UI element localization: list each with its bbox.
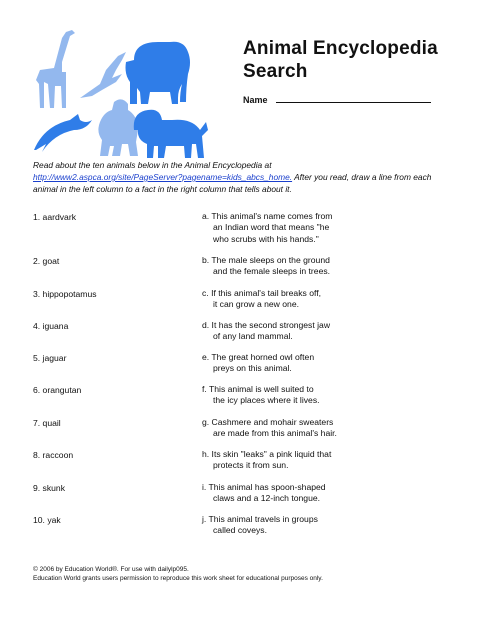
fact-line: e. The great horned owl often	[202, 352, 315, 362]
fact-line: g. Cashmere and mohair sweaters	[202, 417, 334, 427]
fact-line: and the female sleeps in trees.	[213, 266, 331, 277]
fact-line: h. Its skin "leaks" a pink liquid that	[202, 449, 332, 459]
fact-item	[202, 417, 372, 440]
fact-line: c. If this animal's tail breaks off,	[202, 288, 321, 298]
encyclopedia-link[interactable]: http://www2.aspca.org/site/PageServer?pagename=kids_abcs_home.	[33, 172, 293, 182]
fact-line: protects it from sun.	[213, 460, 289, 471]
name-field[interactable]	[243, 93, 431, 105]
title-line-2: Search	[243, 61, 308, 82]
name-line[interactable]	[276, 93, 431, 103]
animal-item: 3. hippopotamus	[33, 289, 97, 299]
lion-icon	[134, 110, 208, 158]
fact-item	[202, 449, 372, 472]
animal-item: 5. jaguar	[33, 353, 67, 363]
animal-item: 9. skunk	[33, 483, 66, 493]
fact-line: it can grow a new one.	[213, 299, 299, 310]
animal-item: 4. iguana	[33, 321, 69, 331]
animal-item: 1. aardvark	[33, 212, 76, 222]
animal-item: 6. orangutan	[33, 385, 82, 395]
fact-line: d. It has the second strongest jaw	[202, 320, 331, 330]
fact-line: are made from this animal's hair.	[213, 428, 337, 439]
animal-item: 8. raccoon	[33, 450, 74, 460]
fact-item	[202, 320, 372, 343]
title-line-1: Animal Encyclopedia	[243, 38, 438, 59]
intro-text-before: Read about the ten animals below in the Animal Encyclopedia at	[33, 160, 272, 170]
animal-item: 2. goat	[33, 256, 60, 266]
fact-line: called coveys.	[213, 525, 267, 536]
fact-item	[202, 288, 372, 311]
animal-illustration	[30, 28, 220, 158]
fact-item	[202, 514, 372, 537]
fact-line: claws and a 12-inch tongue.	[213, 493, 321, 504]
fact-line: who scrubs with his hands."	[213, 233, 319, 244]
fact-line: b. The male sleeps on the ground	[202, 255, 330, 265]
fact-item	[202, 352, 372, 375]
fact-item	[202, 211, 372, 245]
fact-line: a. This animal's name comes from	[202, 211, 333, 221]
fact-line: i. This animal has spoon-shaped	[202, 482, 326, 492]
fact-item	[202, 384, 372, 407]
bird-icon	[80, 52, 126, 98]
dolphin-icon	[34, 114, 92, 152]
giraffe-icon	[36, 30, 75, 108]
fact-line: of any land mammal.	[213, 331, 293, 342]
copyright-line: © 2006 by Education World®. For use with dailylp095.	[33, 566, 189, 573]
fact-item	[202, 255, 372, 278]
footer	[33, 566, 323, 584]
permission-line: Education World grants users permission to reproduce this work sheet for educational purposes only.	[33, 574, 323, 582]
animal-item: 10. yak	[33, 515, 61, 525]
fact-line: f. This animal is well suited to	[202, 384, 314, 394]
fact-line: preys on this animal.	[213, 363, 292, 374]
instructions	[33, 159, 451, 195]
fact-line: j. This animal travels in groups	[202, 514, 318, 524]
name-label: Name	[243, 95, 268, 105]
animal-item: 7. quail	[33, 418, 61, 428]
fact-line: an Indian word that means "he	[213, 222, 330, 233]
fact-line: the icy places where it lives.	[213, 395, 320, 406]
page-title	[243, 37, 438, 83]
elephant-icon	[126, 42, 191, 104]
gorilla-icon	[98, 99, 138, 156]
fact-item	[202, 482, 372, 505]
intro-text-after: After you read, draw a line from each animal in the left column to a fact in the right column that tells about it.	[33, 172, 432, 194]
